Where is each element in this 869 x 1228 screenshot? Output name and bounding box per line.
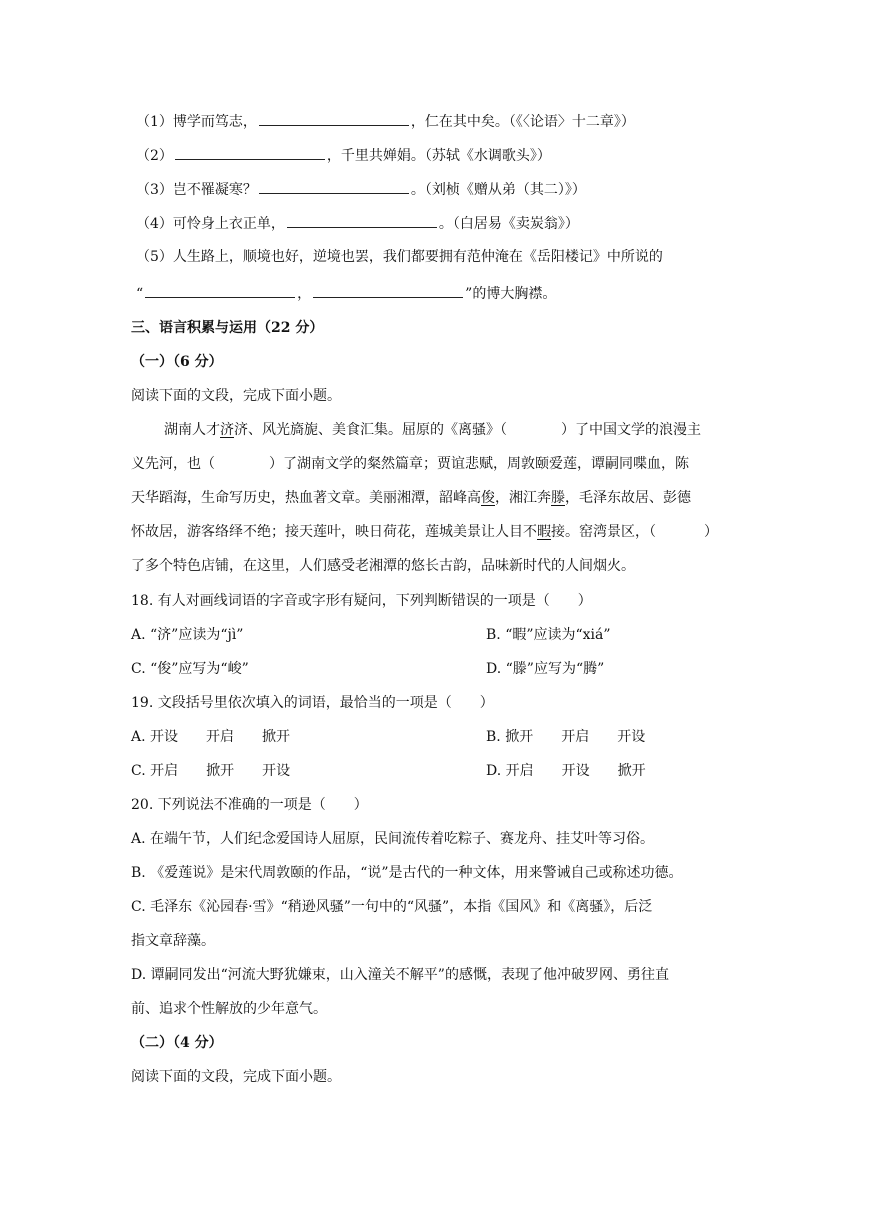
- q18-option-c[interactable]: C. “俊”应写为“峻”: [131, 661, 249, 677]
- passage-line: 怀故居，游客络绎不绝；接天莲叶，映日荷花，莲城美景让人目不暇接。窑湾景区，（ ）: [131, 524, 718, 540]
- q20-option-d-cont: 前、追求个性解放的少年意气。: [131, 1001, 327, 1017]
- q20-option-c-cont: 指文章辞藻。: [131, 933, 215, 949]
- q20-option-a[interactable]: A. 在端午节，人们纪念爱国诗人屈原，民间流传着吃粽子、赛龙舟、挂艾叶等习俗。: [131, 831, 655, 847]
- dictation-q2: （2） ，千里共婵娟。（苏轼《水调歌头》）: [136, 145, 551, 166]
- dictation-q5-line2: “ ， ”的博大胸襟。: [136, 283, 556, 304]
- passage-line: 义先河，也（ ）了湖南文学的粲然篇章；贾谊悲赋，周敦颐爱莲，谭嗣同喋血，陈: [131, 456, 689, 472]
- dictation-q5-line1: （5）人生路上，顺境也好，逆境也罢，我们都要拥有范仲淹在《岳阳楼记》中所说的: [136, 249, 663, 265]
- underlined-word: 济: [220, 422, 234, 438]
- part1-instruction: 阅读下面的文段，完成下面小题。: [131, 388, 341, 404]
- answer-blank[interactable]: [175, 145, 325, 160]
- passage-line: 天华蹈海，生命写历史，热血著文章。美丽湘潭，韶峰高俊，湘江奔滕，毛泽东故居、彭德: [131, 490, 691, 506]
- q20-option-b[interactable]: B. 《爱莲说》是宋代周敦颐的作品，“说”是古代的一种文体，用来警诫自己或称述功德。: [131, 865, 683, 881]
- dictation-q1: （1）博学而笃志， ，仁在其中矣。（《〈论语〉十二章》）: [136, 111, 635, 132]
- question-19-stem: 19. 文段括号里依次填入的词语，最恰当的一项是（ ）: [131, 695, 494, 711]
- q20-option-c[interactable]: C. 毛泽东《沁园春·雪》“稍逊风骚”一句中的“风骚”，本指《国风》和《离骚》，后泛: [131, 899, 653, 915]
- dictation-q4: （4）可怜身上衣正单， 。（白居易《卖炭翁》）: [136, 213, 579, 234]
- question-18-stem: 18. 有人对画线词语的字音或字形有疑问，下列判断错误的一项是（ ）: [131, 593, 592, 609]
- answer-blank[interactable]: [287, 213, 437, 228]
- q18-option-b[interactable]: B. “暇”应读为“xiá”: [486, 627, 611, 643]
- part2-title: （二）（4 分）: [131, 1035, 223, 1051]
- q20-option-d[interactable]: D. 谭嗣同发出“河流大野犹嫌束，山入潼关不解平”的感慨，表现了他冲破罗网、勇往直: [131, 967, 669, 983]
- answer-blank[interactable]: [259, 179, 409, 194]
- section-title: 三、语言积累与运用（22 分）: [131, 320, 324, 336]
- question-20-stem: 20. 下列说法不准确的一项是（ ）: [131, 797, 368, 813]
- dictation-q3: （3）岂不罹凝寒？ 。（刘桢《赠从弟（其二）》）: [136, 179, 586, 200]
- q19-option-c[interactable]: C. 开启 掀开 开设: [131, 763, 291, 779]
- underlined-word: 暇: [537, 524, 551, 540]
- q18-option-d[interactable]: D. “滕”应写为“腾”: [486, 661, 605, 677]
- underlined-word: 滕: [551, 490, 565, 506]
- q18-option-a[interactable]: A. “济”应读为“jì”: [131, 627, 244, 643]
- passage-line: 了多个特色店铺，在这里，人们感受老湘潭的悠长古韵，品味新时代的人间烟火。: [131, 558, 635, 574]
- answer-blank[interactable]: [259, 111, 409, 126]
- q19-option-a[interactable]: A. 开设 开启 掀开: [131, 729, 291, 745]
- answer-blank[interactable]: [313, 283, 463, 298]
- part2-instruction: 阅读下面的文段，完成下面小题。: [131, 1069, 341, 1085]
- passage-line: 湖南人才济济、风光旖旎、美食汇集。屈原的《离骚》（ ）了中国文学的浪漫主: [164, 422, 701, 438]
- answer-blank[interactable]: [145, 283, 295, 298]
- underlined-word: 俊: [481, 490, 495, 506]
- q19-option-d[interactable]: D. 开启 开设 掀开: [486, 763, 646, 779]
- part1-title: （一）（6 分）: [131, 354, 223, 370]
- q19-option-b[interactable]: B. 掀开 开启 开设: [486, 729, 646, 745]
